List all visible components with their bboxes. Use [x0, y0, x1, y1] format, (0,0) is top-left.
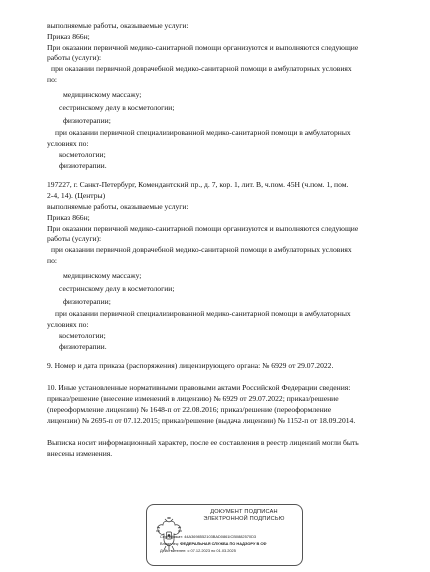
- disclaimer-line: Выписка носит информационный характер, после ее составления в реестр лицензий могли быть: [47, 438, 359, 447]
- text-line: по:: [47, 256, 57, 265]
- signature-title-line1: ДОКУМЕНТ ПОДПИСАН: [210, 509, 278, 515]
- text-line: лицензии) № 2695-п от 07.12.2015; приказ/решение (выдача лицензии) № 1152-п от 18.09.2014.: [47, 416, 356, 425]
- certificate-row: [160, 534, 256, 539]
- signature-title: [187, 509, 301, 523]
- text-line: сестринскому делу в косметологии;: [59, 103, 175, 112]
- text-line: выполняемые работы, оказываемые услуги:: [47, 202, 189, 211]
- text-line: физиотерапии.: [59, 161, 107, 170]
- signature-title-line2: ЭЛЕКТРОННОЙ ПОДПИСЬЮ: [203, 516, 285, 522]
- address-line: 2-4, 14). (Центры): [47, 191, 106, 200]
- text-line: при оказании первичной доврачебной медико-санитарной помощи в амбулаторных условиях: [51, 245, 352, 254]
- text-line: работы (услуги):: [47, 53, 102, 62]
- text-line: условиях по:: [47, 139, 89, 148]
- text-line: физиотерапии.: [59, 342, 107, 351]
- text-line: При оказании первичной медико-санитарной помощи организуются и выполняются следующие: [47, 43, 359, 52]
- disclaimer-line: внесены изменения.: [47, 449, 113, 458]
- text-line: (переоформление лицензии) № 1648-п от 22.08.2016; приказ/решение (переоформление: [47, 405, 332, 414]
- electronic-signature-stamp: [146, 504, 303, 566]
- text-line: выполняемые работы, оказываемые услуги:: [47, 21, 189, 30]
- text-line: медицинскому массажу;: [63, 90, 142, 99]
- text-line: косметологии;: [59, 150, 106, 159]
- address-line: 197227, г. Санкт-Петербург, Комендантский пр., д. 7, кор. 1, лит. В, ч.пом. 45Н (ч.пом. 1, пом.: [47, 180, 349, 189]
- validity-value: с 07.12.2023 по 01.03.2025: [187, 548, 236, 553]
- text-line: при оказании первичной доврачебной медико-санитарной помощи в амбулаторных условиях: [51, 64, 352, 73]
- text-line: медицинскому массажу;: [63, 271, 142, 280]
- owner-row: [160, 541, 266, 546]
- section-10-heading: 10. Иные установленные нормативными правовыми актами Российской Федерации сведения:: [47, 383, 351, 392]
- section-9-order: 9. Номер и дата приказа (распоряжения) лицензирующего органа: № 6929 от 29.07.2022.: [47, 361, 334, 370]
- text-line: приказ/решение (внесение изменений в лицензию) № 6929 от 29.07.2022; приказ/решение: [47, 394, 339, 403]
- text-line: при оказании первичной специализированной медико-санитарной помощи в амбулаторных: [55, 128, 351, 137]
- text-line: при оказании первичной специализированной медико-санитарной помощи в амбулаторных: [55, 309, 351, 318]
- text-line: работы (услуги):: [47, 234, 102, 243]
- text-line: Приказ 866н;: [47, 213, 90, 222]
- text-line: условиях по:: [47, 320, 89, 329]
- text-line: физиотерапии;: [63, 116, 111, 125]
- text-line: Приказ 866н;: [47, 32, 90, 41]
- validity-label: Действителен:: [160, 548, 187, 553]
- owner-label: Владелец:: [160, 541, 180, 546]
- text-line: сестринскому делу в косметологии;: [59, 284, 175, 293]
- text-line: косметологии;: [59, 331, 106, 340]
- text-line: При оказании первичной медико-санитарной помощи организуются и выполняются следующие: [47, 224, 359, 233]
- text-line: физиотерапии;: [63, 297, 111, 306]
- text-line: по:: [47, 75, 57, 84]
- owner-value: ФЕДЕРАЛЬНАЯ СЛУЖБА ПО НАДЗОРУ В СФ: [180, 541, 267, 546]
- certificate-label: Сертификат:: [160, 534, 184, 539]
- validity-row: [160, 548, 236, 553]
- certificate-value: 44A3698552103BAD0861ICB0882570D3: [184, 534, 257, 539]
